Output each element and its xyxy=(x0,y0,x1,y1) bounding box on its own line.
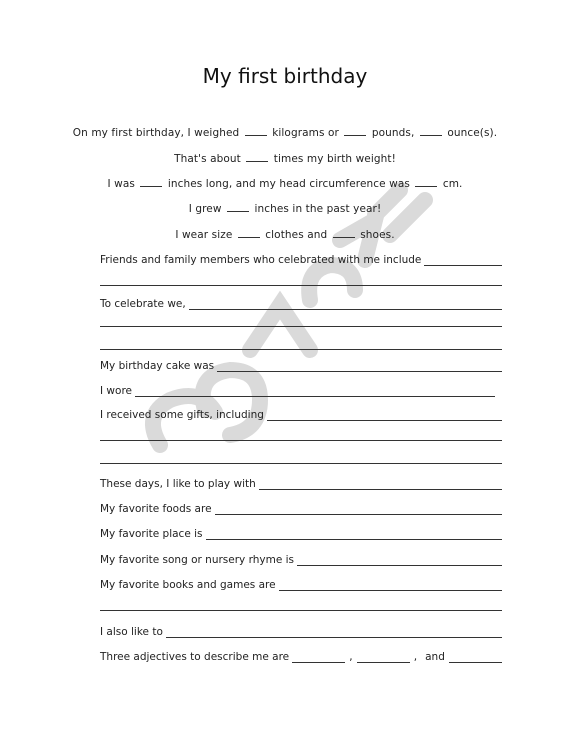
adjective-blank-1[interactable] xyxy=(292,652,345,663)
adjective-blank-3[interactable] xyxy=(449,652,502,663)
also-field xyxy=(100,624,502,638)
cake-field xyxy=(100,358,502,372)
inches-long-blank[interactable] xyxy=(140,177,162,187)
birth-weight-line xyxy=(0,152,570,165)
kilograms-blank[interactable] xyxy=(245,126,267,136)
adjectives-field xyxy=(100,649,502,663)
adjective-comma-2: , xyxy=(413,651,418,663)
friends-label: Friends and family members who celebrated with me include xyxy=(100,254,422,266)
gifts-extra-line-1[interactable] xyxy=(100,440,502,441)
grew-label-b: inches in the past year! xyxy=(254,203,382,215)
weight-label-c: pounds, xyxy=(371,127,415,139)
cake-label: My birthday cake was xyxy=(100,360,215,372)
also-blank[interactable] xyxy=(166,627,502,638)
play-label: These days, I like to play with xyxy=(100,478,256,490)
weight-label-b: kilograms or xyxy=(272,127,339,139)
foods-field xyxy=(100,501,502,515)
shoe-size-blank[interactable] xyxy=(333,228,355,238)
weight-line xyxy=(0,126,570,139)
clothes-size-blank[interactable] xyxy=(238,228,260,238)
song-blank[interactable] xyxy=(297,555,502,566)
grew-label-a: I grew xyxy=(188,203,222,215)
adjective-blank-2[interactable] xyxy=(357,652,410,663)
adjective-comma-1: , xyxy=(349,651,353,663)
play-field xyxy=(100,476,502,490)
wear-label-c: shoes. xyxy=(360,229,395,241)
weight-label-d: ounce(s). xyxy=(447,127,498,139)
long-label-b: inches long, and my head circumference was xyxy=(167,178,410,190)
cake-blank[interactable] xyxy=(217,361,502,372)
foods-label: My favorite foods are xyxy=(100,503,212,515)
size-line xyxy=(0,228,570,241)
gifts-blank[interactable] xyxy=(267,410,502,421)
place-label: My favorite place is xyxy=(100,528,203,540)
gifts-extra-line-2[interactable] xyxy=(100,463,502,464)
gifts-label: I received some gifts, including xyxy=(100,409,264,421)
adjective-and: and xyxy=(425,651,445,663)
friends-extra-line[interactable] xyxy=(100,285,502,286)
play-blank[interactable] xyxy=(259,479,502,490)
friends-blank[interactable] xyxy=(424,255,502,266)
celebrate-extra-line-1[interactable] xyxy=(100,326,502,327)
books-label: My favorite books and games are xyxy=(100,579,276,591)
adjectives-label: Three adjectives to describe me are xyxy=(100,651,290,663)
wore-blank[interactable] xyxy=(135,386,495,397)
page-title: My first birthday xyxy=(202,64,368,88)
foods-blank[interactable] xyxy=(215,504,502,515)
celebrate-extra-line-2[interactable] xyxy=(100,349,502,350)
ounces-blank[interactable] xyxy=(420,126,442,136)
wear-label-a: I wear size xyxy=(175,229,233,241)
grew-line xyxy=(0,202,570,215)
times-blank[interactable] xyxy=(246,152,268,162)
books-extra-line[interactable] xyxy=(100,610,502,611)
place-field xyxy=(100,526,502,540)
wear-label-b: clothes and xyxy=(265,229,328,241)
place-blank[interactable] xyxy=(206,529,502,540)
friends-field xyxy=(100,252,502,266)
long-label-a: I was xyxy=(107,178,135,190)
song-label: My favorite song or nursery rhyme is xyxy=(100,554,294,566)
books-field xyxy=(100,577,502,591)
gifts-field xyxy=(100,407,502,421)
wore-label: I wore xyxy=(100,385,132,397)
long-label-c: cm. xyxy=(442,178,463,190)
about-label-a: That's about xyxy=(174,153,241,165)
weight-label-a: On my first birthday, I weighed xyxy=(72,127,240,139)
grew-inches-blank[interactable] xyxy=(227,202,249,212)
celebrate-blank[interactable] xyxy=(189,299,502,310)
about-label-b: times my birth weight! xyxy=(273,153,396,165)
length-line xyxy=(0,177,570,190)
wore-field xyxy=(100,383,495,397)
song-field xyxy=(100,552,502,566)
also-label: I also like to xyxy=(100,626,163,638)
celebrate-field xyxy=(100,296,502,310)
books-blank[interactable] xyxy=(279,580,502,591)
head-cm-blank[interactable] xyxy=(415,177,437,187)
pounds-blank[interactable] xyxy=(344,126,366,136)
celebrate-label: To celebrate we, xyxy=(100,298,186,310)
